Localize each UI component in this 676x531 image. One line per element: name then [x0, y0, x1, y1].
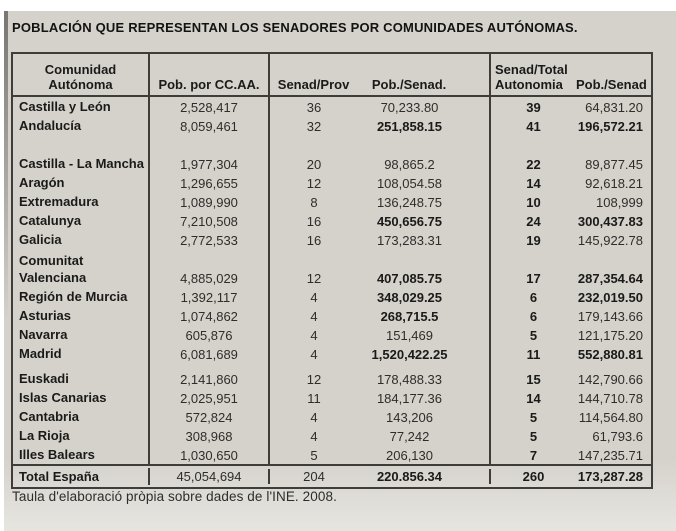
cell-senad-prov: 5 — [310, 448, 318, 463]
cell-pob-senad: 268,715.5 — [358, 306, 491, 325]
page-title: POBLACIÓN QUE REPRESENTAN LOS SENADORES POR COMUNIDADES AUTÓNOMAS. — [12, 20, 578, 35]
cell-senad-prov: 12 — [306, 372, 322, 387]
table-row — [13, 407, 651, 426]
cell-comunidad: Andalucía — [13, 116, 150, 135]
cell-senad-prov: 16 — [306, 233, 322, 248]
cell-comunidad: Navarra — [13, 325, 150, 344]
cell-comunidad: Región de Murcia — [13, 287, 150, 306]
cell-comunidad: La Rioja — [13, 426, 150, 445]
table-row — [13, 249, 651, 287]
cell-pob-ccaa: 605,876 — [150, 325, 270, 344]
cell-comunidad: Aragón — [13, 173, 150, 192]
table-row — [13, 135, 651, 173]
cell-pob-ccaa: 572,824 — [150, 407, 270, 426]
cell-pob-ccaa: 6,081,689 — [150, 344, 270, 363]
cell-pob-senad: 108,054.58 — [358, 173, 491, 192]
cell-comunidad: Comunitat Valenciana — [13, 249, 150, 287]
cell-senad-prov: 4 — [310, 410, 318, 425]
cell-senad-total-autonomia: 5 — [529, 328, 538, 343]
cell-total-label: Total España — [13, 468, 150, 485]
cell-senad-total-autonomia: 19 — [526, 233, 541, 248]
cell-comunidad: Illes Balears — [13, 445, 150, 464]
table-row — [13, 445, 651, 464]
cell-pob-ccaa: 2,528,417 — [150, 97, 270, 116]
scan-page — [4, 11, 676, 531]
cell-senad-prov: 4 — [310, 290, 318, 305]
cell-pob-ccaa: 2,772,533 — [150, 230, 270, 249]
table-row — [13, 325, 651, 344]
table-row — [13, 192, 651, 211]
cell-pob-senad-total: 108,999 — [596, 195, 643, 210]
cell-pob-senad-total: 114,564.80 — [578, 410, 643, 425]
cell-senad-prov: 12 — [306, 176, 322, 191]
cell-pob-senad: 407,085.75 — [358, 249, 491, 287]
cell-pob-ccaa: 1,074,862 — [150, 306, 270, 325]
cell-senad-total-autonomia: 5 — [529, 429, 538, 444]
cell-senad-total-autonomia: 7 — [529, 448, 538, 463]
cell-senad-prov: 8 — [310, 195, 318, 210]
cell-pob-senad: 70,233.80 — [358, 97, 491, 116]
cell-pob-ccaa: 1,089,990 — [150, 192, 270, 211]
cell-senad-total-autonomia: 15 — [526, 372, 541, 387]
cell-senad-total-autonomia: 17 — [526, 271, 541, 286]
cell-pob-senad-total: 121,175.20 — [577, 328, 643, 343]
cell-pob-senad-total: 144,710.78 — [577, 391, 643, 406]
cell-pob-senad: 151,469 — [358, 325, 491, 344]
cell-pob-ccaa: 4,885,029 — [150, 249, 270, 287]
cell-pob-senad-total: 232,019.50 — [577, 290, 643, 305]
cell-pob-ccaa: 1,296,655 — [150, 173, 270, 192]
cell-senad-prov: 4 — [310, 429, 318, 444]
header-senad-prov: Senad/Prov — [277, 77, 350, 92]
cell-senad-total-autonomia: 6 — [529, 290, 538, 305]
cell-pob-senad-total: 142,790.66 — [577, 372, 643, 387]
cell-comunidad: Euskadi — [13, 363, 150, 388]
cell-comunidad: Catalunya — [13, 211, 150, 230]
scan-edge-shadow — [4, 11, 8, 321]
header-group-autonomia — [491, 54, 651, 95]
cell-pob-senad-total: 287,354.64 — [577, 271, 643, 286]
header-senad-total-autonomia: Senad/Total Autonomia — [495, 62, 568, 92]
cell-total-pob-senad: 220.856.34 — [358, 469, 491, 484]
table-row — [13, 426, 651, 445]
cell-comunidad: Galicia — [13, 230, 150, 249]
cell-total-senad-autonomia: 260 — [522, 469, 545, 484]
cell-senad-prov: 12 — [306, 271, 322, 286]
cell-pob-senad: 251,858.15 — [358, 116, 491, 135]
cell-pob-ccaa: 2,025,951 — [150, 388, 270, 407]
cell-pob-senad: 206,130 — [358, 445, 491, 464]
table-row — [13, 363, 651, 388]
cell-pob-ccaa: 1,030,650 — [150, 445, 270, 464]
table-row — [13, 230, 651, 249]
cell-senad-total-autonomia: 41 — [526, 119, 541, 134]
cell-comunidad: Islas Canarias — [13, 388, 150, 407]
cell-pob-ccaa: 308,968 — [150, 426, 270, 445]
cell-pob-ccaa: 1,392,117 — [150, 287, 270, 306]
cell-senad-prov: 20 — [306, 157, 322, 172]
cell-total-pob-ccaa: 45,054,694 — [150, 469, 270, 484]
table-body — [13, 97, 651, 464]
table-row — [13, 116, 651, 135]
cell-comunidad: Asturias — [13, 306, 150, 325]
header-pob-senad-total: Pob./Senad — [576, 77, 647, 92]
cell-senad-prov: 4 — [310, 309, 318, 324]
cell-pob-senad: 1,520,422.25 — [358, 344, 491, 363]
cell-pob-senad: 77,242 — [358, 426, 491, 445]
header-group-provincial — [270, 54, 491, 95]
cell-pob-senad-total: 89,877.45 — [585, 157, 643, 172]
footer-note: Taula d'elaboració pròpia sobre dades de l'INE. 2008. — [12, 489, 337, 504]
cell-senad-total-autonomia: 6 — [529, 309, 538, 324]
table-row — [13, 287, 651, 306]
cell-pob-senad: 348,029.25 — [358, 287, 491, 306]
cell-pob-senad: 450,656.75 — [358, 211, 491, 230]
table-row — [13, 306, 651, 325]
cell-pob-senad-total: 64,831.20 — [585, 100, 643, 115]
cell-senad-total-autonomia: 14 — [526, 391, 541, 406]
cell-senad-prov: 4 — [310, 328, 318, 343]
cell-pob-ccaa: 1,977,304 — [150, 135, 270, 173]
cell-senad-prov: 16 — [306, 214, 322, 229]
cell-pob-senad: 184,177.36 — [358, 388, 491, 407]
cell-senad-total-autonomia: 11 — [526, 347, 541, 362]
cell-pob-senad-total: 61,793.6 — [592, 429, 643, 444]
cell-pob-ccaa: 2,141,860 — [150, 363, 270, 388]
cell-total-senad-prov: 204 — [303, 469, 325, 484]
header-pob-por-ccaa: Pob. por CC.AA. — [150, 54, 270, 95]
cell-pob-ccaa: 8,059,461 — [150, 116, 270, 135]
cell-senad-total-autonomia: 22 — [526, 157, 541, 172]
cell-senad-total-autonomia: 5 — [529, 410, 538, 425]
cell-senad-total-autonomia: 14 — [526, 176, 541, 191]
cell-total-pob-senad2: 173,287.28 — [577, 469, 643, 484]
senators-table — [11, 52, 653, 489]
cell-pob-senad-total: 196,572.21 — [577, 119, 643, 134]
cell-senad-prov: 32 — [306, 119, 322, 134]
cell-pob-senad: 136,248.75 — [358, 192, 491, 211]
cell-senad-prov: 36 — [306, 100, 322, 115]
table-row — [13, 211, 651, 230]
table-header-row — [13, 54, 651, 97]
cell-pob-senad-total: 92,618.21 — [585, 176, 643, 191]
cell-comunidad: Castilla - La Mancha — [13, 135, 150, 173]
cell-comunidad: Madrid — [13, 344, 150, 363]
table-row — [13, 173, 651, 192]
cell-pob-senad: 178,488.33 — [358, 363, 491, 388]
cell-pob-senad-total: 552,880.81 — [577, 347, 643, 362]
header-pob-senad: Pob./Senad. — [371, 77, 447, 92]
cell-senad-total-autonomia: 24 — [526, 214, 541, 229]
cell-pob-ccaa: 7,210,508 — [150, 211, 270, 230]
cell-comunidad: Cantabria — [13, 407, 150, 426]
cell-pob-senad: 98,865.2 — [358, 135, 491, 173]
cell-pob-senad-total: 300,437.83 — [577, 214, 643, 229]
cell-senad-prov: 4 — [310, 347, 318, 362]
cell-senad-prov: 11 — [307, 391, 321, 406]
table-row — [13, 388, 651, 407]
cell-pob-senad-total: 179,143.66 — [577, 309, 643, 324]
cell-pob-senad-total: 147,235.71 — [577, 448, 643, 463]
total-section — [13, 464, 651, 487]
header-comunidad-autonoma: Comunidad Autónoma — [13, 54, 150, 95]
cell-pob-senad-total: 145,922.78 — [577, 233, 643, 248]
cell-comunidad: Castilla y León — [13, 97, 150, 116]
cell-comunidad: Extremadura — [13, 192, 150, 211]
table-row — [13, 97, 651, 116]
cell-senad-total-autonomia: 10 — [526, 195, 541, 210]
cell-senad-total-autonomia: 39 — [526, 100, 541, 115]
cell-pob-senad: 173,283.31 — [358, 230, 491, 249]
table-row — [13, 344, 651, 363]
total-row — [13, 466, 651, 487]
cell-pob-senad: 143,206 — [358, 407, 491, 426]
